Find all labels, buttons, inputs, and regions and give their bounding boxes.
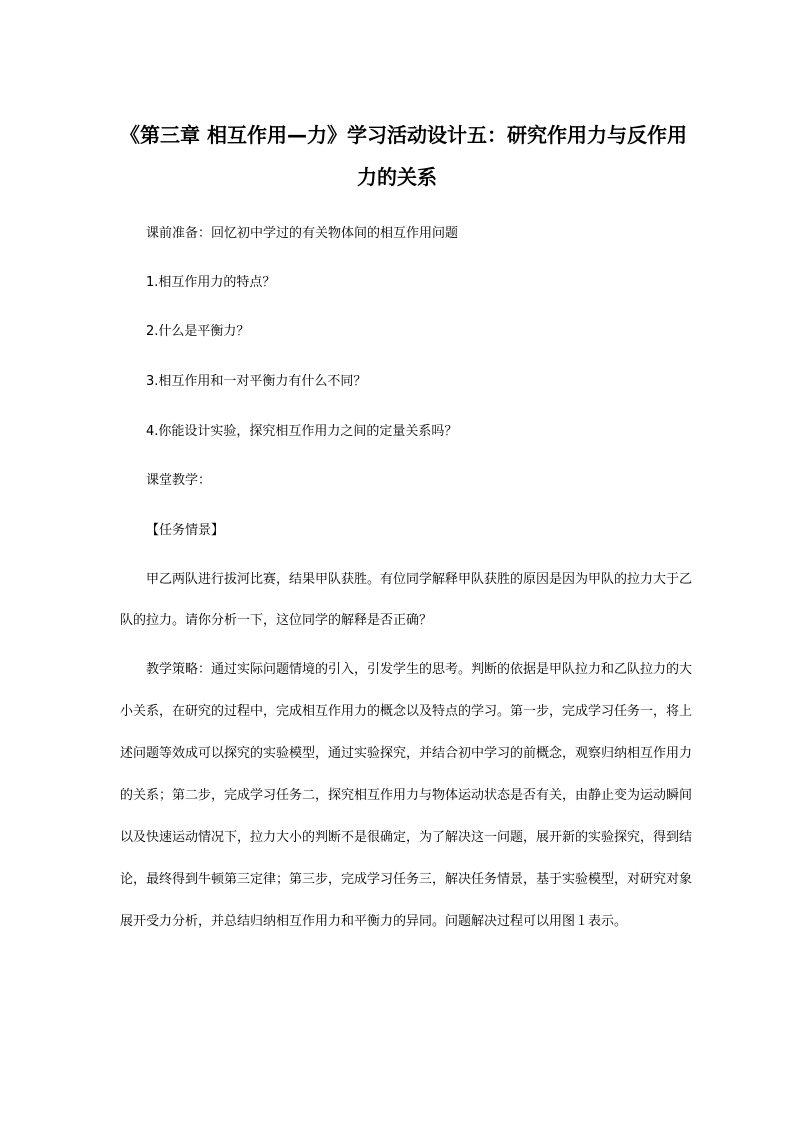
task-heading: 【任务情景】 <box>146 523 225 538</box>
question-3: 3.相互作用和一对平衡力有什么不同？ <box>146 374 367 389</box>
strategy-line: 的关系；第二步，完成学习任务二，探究相互作用力与物体运动状态是否有关，由静止变为运动瞬间 <box>120 788 693 803</box>
question-1: 1.相互作用力的特点？ <box>146 275 276 290</box>
strategy-line: 小关系，在研究的过程中，完成相互作用力的概念以及特点的学习。第一步，完成学习任务一，将上 <box>120 704 693 719</box>
document-title-line-1: 《第三章 相互作用—力》学习活动设计五：研究作用力与反作用 <box>120 123 687 147</box>
question-4: 4.你能设计实验，探究相互作用力之间的定量关系吗？ <box>146 424 458 439</box>
task-line: 队的拉力。请你分析一下，这位同学的解释是否正确？ <box>120 613 433 628</box>
document-title-line-2: 力的关系 <box>357 165 437 189</box>
question-2: 2.什么是平衡力？ <box>146 324 250 339</box>
strategy-line: 展开受力分析，并总结归纳相互作用力和平衡力的异同。问题解决过程可以用图１表示。 <box>120 914 628 929</box>
strategy-line: 教学策略：通过实际问题情境的引入，引发学生的思考。判断的依据是甲队拉力和乙队拉力的大 <box>146 662 693 677</box>
classroom-heading: 课堂教学： <box>146 473 212 488</box>
strategy-line: 述问题等效成可以探究的实验模型，通过实验探究，并结合初中学习的前概念，观察归纳相互作用力 <box>120 746 693 761</box>
task-line: 甲乙两队进行拔河比赛，结果甲队获胜。有位同学解释甲队获胜的原因是因为甲队的拉力大于乙 <box>146 572 693 587</box>
strategy-line: 论，最终得到牛顿第三定律；第三步，完成学习任务三，解决任务情景，基于实验模型，对研究对象 <box>120 872 693 887</box>
prep-paragraph: 课前准备：回忆初中学过的有关物体间的相互作用问题 <box>146 226 459 241</box>
strategy-line: 以及快速运动情况下，拉力大小的判断不是很确定，为了解决这一问题，展开新的实验探究，得到结 <box>120 830 693 845</box>
